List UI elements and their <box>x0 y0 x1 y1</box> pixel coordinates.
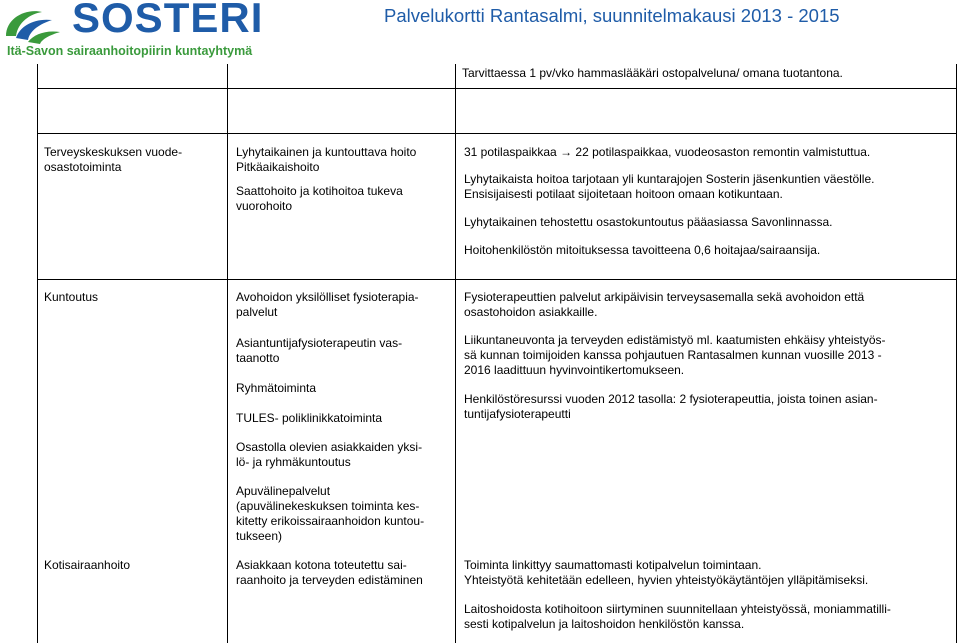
list-item: Lyhytaikaista hoitoa tarjotaan yli kuntarajojen Sosterin jäsenkuntien väestölle. Ensisijaisesti potilaat sijoitetaan hoitoon omaan kotikuntaan. <box>464 172 875 201</box>
sosteri-logo-mark-icon <box>2 6 66 48</box>
service-name: Terveyskeskuksen vuode- osastotoiminta <box>44 145 183 174</box>
list-item: Lyhytaikainen tehostettu osastokuntoutus pääasiassa Savonlinnassa. <box>464 215 833 229</box>
table-row-divider-1 <box>37 88 957 89</box>
service-name: Kuntoutus <box>44 290 99 304</box>
table-row-divider-2 <box>37 133 957 134</box>
service-notes <box>464 145 954 258</box>
table-border-right <box>956 64 957 643</box>
service-notes <box>464 558 954 632</box>
list-item: TULES- poliklinikkatoiminta <box>236 411 383 425</box>
logo-tagline: Itä-Savon sairaanhoitopiirin kuntayhtymä <box>7 44 253 58</box>
list-item: 31 potilaspaikkaa → 22 potilaspaikkaa, vuodeosaston remontin valmistuttua. <box>464 145 871 159</box>
list-item: Fysioterapeuttien palvelut arkipäivisin terveysasemalla sekä avohoidon että osastohoidon asiakkaille. <box>464 290 865 319</box>
service-content <box>236 558 451 588</box>
list-item: Avohoidon yksilölliset fysioterapia- palvelut <box>236 290 419 319</box>
list-item: Apuvälinepalvelut (apuvälinekeskuksen toiminta kes- kitetty erikoissairaanhoidon kuntou- tukseen) <box>236 484 425 543</box>
service-name: Kotisairaanhoito <box>44 558 131 572</box>
list-item: Henkilöstöresurssi vuoden 2012 tasolla: 2 fysioterapeuttia, joista toinen asian- tuntijafysioterapeutti <box>464 392 878 421</box>
list-item: Saattohoito ja kotihoitoa tukeva vuorohoito <box>236 184 403 213</box>
table-row <box>44 558 224 573</box>
arrow-right-icon: → <box>560 145 573 159</box>
table-row <box>44 145 224 175</box>
list-item: Osastolla olevien asiakkaiden yksi- lö- ja ryhmäkuntoutus <box>236 440 423 469</box>
sosteri-logo <box>2 0 292 64</box>
list-item: Asiakkaan kotona toteutettu sai- raanhoito ja terveyden edistäminen <box>236 558 423 587</box>
service-content <box>236 290 451 544</box>
table-row <box>44 290 224 305</box>
list-item: Ryhmätoiminta <box>236 381 317 395</box>
list-item: Liikuntaneuvonta ja terveyden edistämistyö ml. kaatumisten ehkäisy yhteistyös- sä kunnan toimijoiden kanssa pohjautuen Rantasalmen kunnan vuosille 2013 - 2016 laadittuun hyvinvointikertomukseen. <box>464 333 886 377</box>
service-content <box>236 145 451 214</box>
top-note: Tarvittaessa 1 pv/vko hammaslääkäri ostopalveluna/ omana tuotantona. <box>462 66 843 80</box>
list-item: Hoitohenkilöstön mitoituksessa tavoitteena 0,6 hoitajaa/sairaansija. <box>464 243 821 257</box>
table-border-left <box>37 64 38 643</box>
list-item: Toiminta linkittyy saumattomasti kotipalvelun toimintaan. Yhteistyötä kehitetään edelleen, hyvien yhteistyökäytäntöjen ylläpitämiseksi. <box>464 558 869 587</box>
logo-wordmark: SOSTERI <box>72 0 264 41</box>
table-border-col2 <box>455 64 456 643</box>
page-title: Palvelukortti Rantasalmi, suunnitelmakausi 2013 - 2015 <box>384 5 840 26</box>
service-notes <box>464 290 954 422</box>
list-item: Lyhytaikainen ja kuntouttava hoito Pitkäaikaishoito <box>236 145 417 174</box>
table-border-col1 <box>227 64 228 643</box>
list-item: Asiantuntijafysioterapeutin vas- taanotto <box>236 336 403 365</box>
table-row-divider-3 <box>37 279 957 280</box>
list-item: Laitoshoidosta kotihoitoon siirtyminen suunnitellaan yhteistyössä, moniammatilli- sesti kotipalvelun ja laitoshoidon henkilöstön kanssa. <box>464 602 891 631</box>
